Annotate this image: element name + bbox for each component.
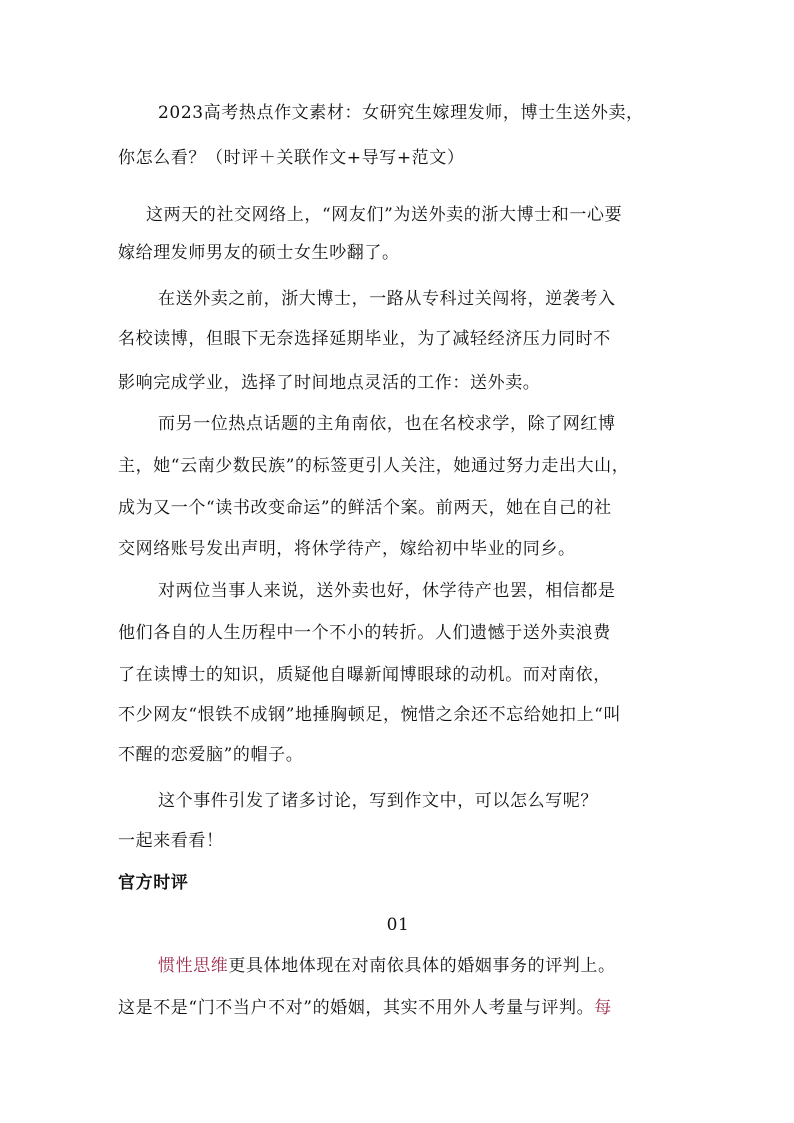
paragraph-3-line-3: 成为又一个“读书改变命运”的鲜活个案。前两天，她在自己的社 (118, 498, 612, 518)
paragraph-6-line-2-text: 这是不是“门不当户不对”的婚姻，其实不用外人考量与评判。 (118, 998, 595, 1018)
section-number: 01 (386, 915, 410, 935)
paragraph-4-line-2: 他们各自的人生历程中一个不小的转折。人们遗憾于送外卖浪费 (118, 623, 611, 643)
paragraph-4-line-4: 不少网友“恨铁不成钢”地捶胸顿足，惋惜之余还不忘给她扣上“叫 (118, 705, 622, 725)
paragraph-3-line-2: 主，她“云南少数民族”的标签更引人关注，她通过努力走出大山， (118, 456, 630, 476)
section-heading: 官方时评 (118, 873, 189, 893)
paragraph-6-line-2 (118, 997, 612, 1019)
highlighted-character: 每 (594, 998, 612, 1018)
title-line-1: 2023高考热点作文素材：女研究生嫁理发师，博士生送外卖， (158, 103, 644, 123)
paragraph-4-line-5: 不醒的恋爱脑”的帽子。 (118, 745, 304, 765)
paragraph-2-line-2: 名校读博，但眼下无奈选择延期毕业，为了减轻经济压力同时不 (118, 329, 611, 349)
paragraph-2-line-3: 影响完成学业，选择了时间地点灵活的工作：送外卖。 (118, 373, 541, 393)
title-line-2: 你怎么看？（时评＋关联作文+导写+范文） (118, 148, 465, 168)
paragraph-6-line-1 (158, 955, 616, 977)
paragraph-4-line-3: 了在读博士的知识，质疑他自曝新闻博眼球的动机。而对南依， (118, 665, 611, 685)
paragraph-5-line-1: 这个事件引发了诸多讨论，写到作文中，可以怎么写呢？ (158, 791, 598, 811)
paragraph-5-line-2: 一起来看看！ (118, 831, 224, 851)
highlighted-phrase: 惯性思维 (158, 956, 229, 976)
paragraph-3-line-4: 交网络账号发出声明，将休学待产，嫁给初中毕业的同乡。 (118, 539, 576, 559)
paragraph-1-line-2: 嫁给理发师男友的硕士女生吵翻了。 (118, 243, 400, 263)
paragraph-1-line-1: 这两天的社交网络上，“网友们”为送外卖的浙大博士和一心要 (146, 205, 623, 225)
paragraph-4-line-1: 对两位当事人来说，送外卖也好，休学待产也罢，相信都是 (158, 581, 616, 601)
paragraph-3-line-1: 而另一位热点话题的主角南依，也在名校求学，除了网红博 (158, 414, 616, 434)
paragraph-6-line-1-text: 更具体地体现在对南依具体的婚姻事务的评判上。 (228, 956, 616, 976)
paragraph-2-line-1: 在送外卖之前，浙大博士，一路从专科过关闯将，逆袭考入 (158, 289, 616, 309)
